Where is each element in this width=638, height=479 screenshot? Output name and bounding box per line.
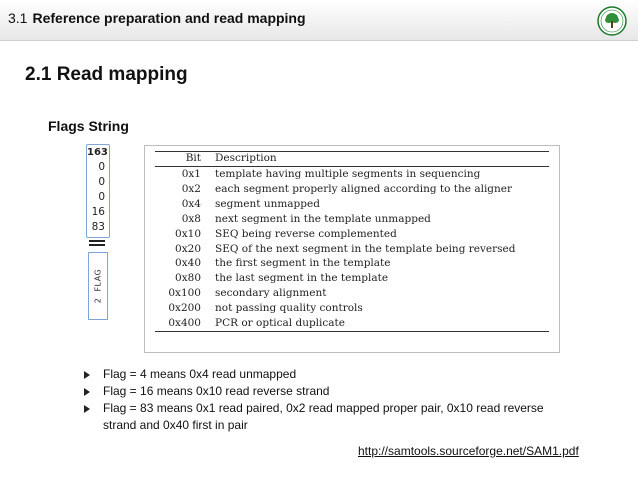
- description-cell: not passing quality controls: [215, 302, 363, 315]
- table-row: [155, 242, 549, 257]
- samtools-spec-link[interactable]: http://samtools.sourceforge.net/SAM1.pdf: [358, 444, 579, 458]
- bit-cell: 0x100: [168, 287, 201, 300]
- description-cell: SEQ being reverse complemented: [215, 227, 397, 240]
- bit-cell: 0x4: [181, 197, 201, 210]
- bullet-text: Flag = 4 means 0x4 read unmapped: [103, 367, 297, 381]
- bit-cell: 0x200: [168, 302, 201, 315]
- tree-logo-icon: [597, 6, 627, 36]
- description-cell: PCR or optical duplicate: [211, 316, 549, 331]
- table-row: [155, 167, 549, 182]
- section-title: Reference preparation and read mapping: [32, 10, 306, 26]
- table-row: [155, 286, 549, 301]
- flag-values-column: [86, 144, 110, 238]
- bit-cell: 0x1: [181, 168, 201, 180]
- flag-value: 83: [91, 221, 105, 233]
- section-number: 3.1: [8, 10, 28, 26]
- table-row: [155, 271, 549, 286]
- flag-column-label: [88, 252, 108, 320]
- description-cell: SEQ of the next segment in the template being reversed: [215, 242, 516, 255]
- flag-value: 0: [98, 176, 105, 188]
- bit-table: [155, 151, 549, 332]
- equals-sign: [89, 240, 105, 248]
- bit-cell: 0x2: [181, 182, 201, 195]
- description-cell: next segment in the template unmapped: [215, 212, 431, 225]
- bit-column-header: Bit: [155, 152, 211, 167]
- slide-title: 2.1 Read mapping: [25, 64, 188, 85]
- table-row: [155, 212, 549, 227]
- description-cell: the first segment in the template: [215, 257, 391, 270]
- table-row: [155, 182, 549, 197]
- bit-table-image: [144, 145, 560, 353]
- header-breadcrumb: [8, 10, 306, 26]
- flag-value: 163: [87, 147, 108, 158]
- bit-cell: 0x10: [175, 227, 201, 240]
- description-cell: secondary alignment: [215, 287, 327, 300]
- flag-column-name: FLAG: [93, 268, 103, 292]
- list-item: [84, 366, 564, 383]
- description-cell: each segment properly aligned according to the aligner: [215, 182, 513, 195]
- header-bar: [0, 0, 638, 41]
- flag-value: 0: [98, 161, 105, 173]
- bullet-text: Flag = 83 means 0x1 read paired, 0x2 read mapped proper pair, 0x10 read reverse strand and 0x40 first in pair: [103, 401, 544, 432]
- flags-string-heading: Flags String: [48, 118, 129, 134]
- description-column-header: Description: [211, 152, 549, 167]
- bullet-text: Flag = 16 means 0x10 read reverse strand: [103, 384, 330, 398]
- description-cell: the last segment in the template: [215, 272, 389, 285]
- bit-cell: 0x80: [175, 272, 201, 285]
- table-row: [155, 227, 549, 242]
- table-row: [155, 256, 549, 271]
- bit-cell: 0x20: [175, 242, 201, 255]
- table-row: [155, 301, 549, 316]
- table-header-row: [155, 152, 549, 167]
- table-row: [155, 197, 549, 212]
- list-item: [84, 400, 564, 434]
- bit-cell: 0x400: [155, 316, 211, 331]
- flag-column-index: 2: [93, 297, 103, 304]
- flag-value: 16: [91, 206, 105, 218]
- bullet-arrow-icon: [84, 388, 90, 396]
- flag-value: 0: [98, 191, 105, 203]
- description-cell: segment unmapped: [215, 197, 320, 210]
- bullet-list: [84, 366, 564, 434]
- bit-cell: 0x8: [181, 212, 201, 225]
- bullet-arrow-icon: [84, 405, 90, 413]
- description-cell: template having multiple segments in sequencing: [215, 168, 481, 180]
- bit-cell: 0x40: [175, 257, 201, 270]
- bullet-arrow-icon: [84, 371, 90, 379]
- table-row: [155, 316, 549, 331]
- list-item: [84, 383, 564, 400]
